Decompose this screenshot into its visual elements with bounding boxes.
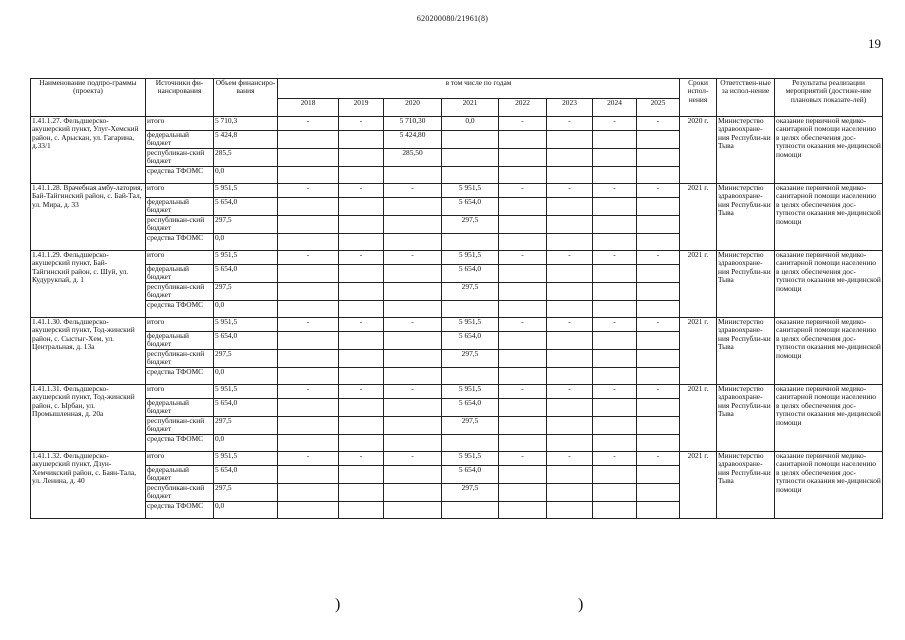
year-value-cell [339,417,384,435]
year-value-cell: - [499,117,547,131]
document-number: 620200080/21961(8) [416,14,489,23]
year-value-cell [499,283,547,301]
year-value-cell [547,399,593,417]
year-value-cell: - [339,117,384,131]
year-value-cell [547,149,593,167]
year-value-cell [442,368,499,385]
year-value-cell [637,332,680,350]
year-value-cell [637,283,680,301]
year-value-cell [593,149,637,167]
year-value-cell [593,435,637,452]
year-value-cell [384,502,442,519]
volume-cell: 0,0 [214,234,278,251]
year-value-cell [499,265,547,283]
year-value-cell: - [499,184,547,198]
year-value-cell: - [593,318,637,332]
year-value-cell: - [384,385,442,399]
header-year: 2020 [384,99,442,117]
volume-cell: 5 654,0 [214,198,278,216]
header-deadline: Сроки испол-нения [680,79,717,117]
year-value-cell [384,301,442,318]
footer-mark-right: ) [578,596,584,613]
year-value-cell [593,466,637,484]
header-year: 2025 [637,99,680,117]
year-value-cell [339,301,384,318]
year-value-cell [278,484,339,502]
year-value-cell [593,332,637,350]
item-name: 1.41.1.31. Фельдшерско-акушерский пункт, Тод-жинский район, с. Ырбан, ул. Промышленная, д. 20а [31,385,146,452]
year-value-cell [637,368,680,385]
table-row [31,318,883,332]
year-value-cell: 5 951,5 [442,385,499,399]
volume-cell: 5 654,0 [214,399,278,417]
year-value-cell: - [384,318,442,332]
year-value-cell [442,131,499,149]
volume-cell: 297,5 [214,216,278,234]
year-value-cell [278,466,339,484]
year-value-cell [339,350,384,368]
result-cell: оказание первичной медико-санитарной помощи населению в целях обеспечения дос-тупности оказания ме-дицинской помощи [775,117,883,184]
source-cell: итого [146,117,214,131]
source-cell: средства ТФОМС [146,435,214,452]
year-value-cell: - [547,184,593,198]
volume-cell: 0,0 [214,301,278,318]
year-value-cell [442,435,499,452]
header-years-group: в том числе по годам [278,79,680,99]
page-number: 19 [868,36,881,51]
year-value-cell [384,234,442,251]
year-value-cell [637,484,680,502]
year-value-cell [384,399,442,417]
year-value-cell [278,283,339,301]
year-value-cell [499,167,547,184]
year-value-cell: - [278,318,339,332]
volume-cell: 5 951,5 [214,385,278,399]
volume-cell: 5 424,8 [214,131,278,149]
source-cell: федеральный бюджет [146,131,214,149]
year-value-cell: - [547,117,593,131]
year-value-cell: - [547,318,593,332]
source-cell: республикан-ский бюджет [146,283,214,301]
header-result: Результаты реализации мероприятий (достиже-ние плановых показате-лей) [775,79,883,117]
year-value-cell: - [637,184,680,198]
year-value-cell: - [547,452,593,466]
year-value-cell [339,484,384,502]
result-cell: оказание первичной медико-санитарной помощи населению в целях обеспечения дос-тупности оказания ме-дицинской помощи [775,452,883,519]
deadline-cell: 2021 г. [680,318,717,385]
year-value-cell [339,368,384,385]
deadline-cell: 2020 г. [680,117,717,184]
year-value-cell: 5 951,5 [442,251,499,265]
year-value-cell [278,435,339,452]
year-value-cell: - [637,452,680,466]
year-value-cell [384,167,442,184]
deadline-cell: 2021 г. [680,452,717,519]
year-value-cell [593,502,637,519]
table-row [31,117,883,131]
year-value-cell [593,167,637,184]
year-value-cell: 5 710,30 [384,117,442,131]
source-cell: федеральный бюджет [146,466,214,484]
year-value-cell [442,167,499,184]
year-value-cell: - [499,251,547,265]
volume-cell: 297,5 [214,484,278,502]
year-value-cell [593,368,637,385]
source-cell: итого [146,385,214,399]
year-value-cell [637,131,680,149]
year-value-cell [547,350,593,368]
volume-cell: 297,5 [214,350,278,368]
year-value-cell [637,149,680,167]
volume-cell: 285,5 [214,149,278,167]
year-value-cell [278,149,339,167]
source-cell: федеральный бюджет [146,399,214,417]
year-value-cell [499,435,547,452]
year-value-cell [278,502,339,519]
year-value-cell [384,466,442,484]
year-value-cell [637,417,680,435]
header-year: 2019 [339,99,384,117]
volume-cell: 297,5 [214,283,278,301]
year-value-cell [339,167,384,184]
year-value-cell [339,502,384,519]
volume-cell: 297,5 [214,417,278,435]
volume-cell: 5 951,5 [214,452,278,466]
year-value-cell [499,332,547,350]
year-value-cell [547,466,593,484]
year-value-cell [637,502,680,519]
volume-cell: 5 654,0 [214,332,278,350]
item-name: 1.41.1.29. Фельдшерско-акушерский пункт, Бай-Тайгинский район, с. Шуй, ул. Кудурукпай, д. 1 [31,251,146,318]
year-value-cell [442,149,499,167]
year-value-cell: - [499,318,547,332]
table-row [31,385,883,399]
source-cell: средства ТФОМС [146,368,214,385]
year-value-cell: - [499,452,547,466]
deadline-cell: 2021 г. [680,184,717,251]
source-cell: федеральный бюджет [146,332,214,350]
year-value-cell [547,283,593,301]
source-cell: федеральный бюджет [146,198,214,216]
volume-cell: 5 654,0 [214,466,278,484]
year-value-cell: - [278,251,339,265]
volume-cell: 0,0 [214,502,278,519]
year-value-cell: 297,5 [442,417,499,435]
source-cell: средства ТФОМС [146,502,214,519]
year-value-cell [547,301,593,318]
year-value-cell [384,350,442,368]
year-value-cell: 5 424,80 [384,131,442,149]
year-value-cell: - [499,385,547,399]
year-value-cell [637,435,680,452]
year-value-cell: - [278,452,339,466]
header-volume: Объем финансиро-вания [214,79,278,117]
year-value-cell: 5 654,0 [442,198,499,216]
year-value-cell [339,216,384,234]
header-year: 2018 [278,99,339,117]
year-value-cell [547,417,593,435]
header-responsible: Ответствен-ные за испол-нение [717,79,775,117]
year-value-cell [593,417,637,435]
volume-cell: 0,0 [214,368,278,385]
year-value-cell [547,216,593,234]
year-value-cell: - [278,184,339,198]
table-row [31,184,883,198]
year-value-cell: - [547,385,593,399]
year-value-cell: - [278,117,339,131]
responsible-cell: Министерство здравоохране-ния Республи-ки Тыва [717,251,775,318]
volume-cell: 5 951,5 [214,251,278,265]
responsible-cell: Министерство здравоохране-ния Республи-ки Тыва [717,117,775,184]
year-value-cell [339,435,384,452]
year-value-cell [278,198,339,216]
year-value-cell: 297,5 [442,216,499,234]
header-year: 2024 [593,99,637,117]
year-value-cell [278,417,339,435]
year-value-cell [547,332,593,350]
year-value-cell [384,283,442,301]
year-value-cell: 5 951,5 [442,318,499,332]
volume-cell: 5 951,5 [214,318,278,332]
source-cell: республикан-ский бюджет [146,149,214,167]
year-value-cell [499,149,547,167]
source-cell: итого [146,184,214,198]
year-value-cell [278,301,339,318]
item-name: 1.41.1.32. Фельдшерско-акушерский пункт, Дзун-Хемчикский район, с. Баян-Тала, ул. Ленина, д. 40 [31,452,146,519]
year-value-cell [499,484,547,502]
year-value-cell: - [339,318,384,332]
source-cell: республикан-ский бюджет [146,216,214,234]
table-row [31,452,883,466]
year-value-cell [499,350,547,368]
year-value-cell: - [384,184,442,198]
year-value-cell: - [637,318,680,332]
year-value-cell [593,131,637,149]
year-value-cell [593,283,637,301]
year-value-cell: - [637,117,680,131]
year-value-cell [547,131,593,149]
year-value-cell [278,332,339,350]
year-value-cell: - [339,385,384,399]
year-value-cell [442,301,499,318]
year-value-cell [637,265,680,283]
year-value-cell: 297,5 [442,350,499,368]
year-value-cell [278,368,339,385]
source-cell: федеральный бюджет [146,265,214,283]
year-value-cell [499,301,547,318]
responsible-cell: Министерство здравоохране-ния Республи-ки Тыва [717,452,775,519]
year-value-cell: 297,5 [442,283,499,301]
year-value-cell: - [593,117,637,131]
year-value-cell: - [637,385,680,399]
item-name: 1.41.1.28. Врачебная амбу-латория, Бай-Тайгинский район, с. Бай-Тал, ул. Мира, д. 33 [31,184,146,251]
year-value-cell: 5 654,0 [442,265,499,283]
year-value-cell [637,234,680,251]
result-cell: оказание первичной медико-санитарной помощи населению в целях обеспечения дос-тупности оказания ме-дицинской помощи [775,385,883,452]
year-value-cell [339,466,384,484]
source-cell: средства ТФОМС [146,167,214,184]
year-value-cell [637,350,680,368]
volume-cell: 5 710,3 [214,117,278,131]
year-value-cell [339,234,384,251]
deadline-cell: 2021 г. [680,251,717,318]
year-value-cell [499,466,547,484]
year-value-cell: 5 654,0 [442,466,499,484]
year-value-cell [339,198,384,216]
item-name: 1.41.1.27. Фельдшерско-акушерский пункт, Улуг-Хемский район, с. Арыскан, ул. Гагарина, д.33/1 [31,117,146,184]
header-year: 2022 [499,99,547,117]
deadline-cell: 2021 г. [680,385,717,452]
year-value-cell [339,283,384,301]
year-value-cell [593,216,637,234]
header-year: 2023 [547,99,593,117]
year-value-cell [499,234,547,251]
year-value-cell: - [339,452,384,466]
year-value-cell [637,216,680,234]
year-value-cell [278,131,339,149]
year-value-cell [384,216,442,234]
year-value-cell [637,399,680,417]
year-value-cell [593,350,637,368]
year-value-cell [384,368,442,385]
volume-cell: 0,0 [214,435,278,452]
year-value-cell [384,484,442,502]
year-value-cell: - [593,385,637,399]
year-value-cell: - [339,184,384,198]
header-source: Источники фи-нансирования [146,79,214,117]
year-value-cell [339,332,384,350]
result-cell: оказание первичной медико-санитарной помощи населению в целях обеспечения дос-тупности оказания ме-дицинской помощи [775,251,883,318]
item-name: 1.41.1.30. Фельдшерско-акушерский пункт, Тод-жинский район, с. Сыстыг-Хем, ул. Центральная, д. 13а [31,318,146,385]
year-value-cell [547,198,593,216]
year-value-cell: 297,5 [442,484,499,502]
source-cell: итого [146,452,214,466]
year-value-cell [384,435,442,452]
year-value-cell: 5 951,5 [442,452,499,466]
year-value-cell: - [384,251,442,265]
year-value-cell [547,265,593,283]
year-value-cell [339,131,384,149]
year-value-cell [442,502,499,519]
source-cell: республикан-ский бюджет [146,417,214,435]
year-value-cell: - [547,251,593,265]
year-value-cell [442,234,499,251]
year-value-cell [593,484,637,502]
year-value-cell [593,198,637,216]
financing-table [30,78,883,519]
year-value-cell [278,234,339,251]
year-value-cell [547,167,593,184]
year-value-cell: 5 951,5 [442,184,499,198]
year-value-cell: - [339,251,384,265]
year-value-cell: - [593,251,637,265]
year-value-cell [593,301,637,318]
year-value-cell [384,332,442,350]
year-value-cell [637,301,680,318]
responsible-cell: Министерство здравоохране-ния Республи-ки Тыва [717,385,775,452]
year-value-cell [637,167,680,184]
header-name: Наименование подпро-граммы (проекта) [31,79,146,117]
header-year: 2021 [442,99,499,117]
year-value-cell [593,234,637,251]
year-value-cell [637,198,680,216]
volume-cell: 5 951,5 [214,184,278,198]
volume-cell: 5 654,0 [214,265,278,283]
year-value-cell [339,399,384,417]
year-value-cell: 5 654,0 [442,332,499,350]
responsible-cell: Министерство здравоохране-ния Республи-ки Тыва [717,318,775,385]
year-value-cell: - [278,385,339,399]
year-value-cell: 5 654,0 [442,399,499,417]
table-row [31,251,883,265]
year-value-cell [593,265,637,283]
source-cell: республикан-ский бюджет [146,350,214,368]
year-value-cell: - [593,452,637,466]
year-value-cell: - [384,452,442,466]
source-cell: итого [146,318,214,332]
result-cell: оказание первичной медико-санитарной помощи населению в целях обеспечения дос-тупности оказания ме-дицинской помощи [775,184,883,251]
year-value-cell [499,131,547,149]
year-value-cell [547,234,593,251]
year-value-cell: - [637,251,680,265]
footer-mark-left: ) [335,596,341,613]
responsible-cell: Министерство здравоохране-ния Республи-ки Тыва [717,184,775,251]
year-value-cell [278,265,339,283]
year-value-cell [384,417,442,435]
year-value-cell [499,198,547,216]
year-value-cell [499,502,547,519]
year-value-cell [278,167,339,184]
year-value-cell [637,466,680,484]
year-value-cell [547,435,593,452]
year-value-cell: 0,0 [442,117,499,131]
year-value-cell [547,502,593,519]
year-value-cell [547,368,593,385]
source-cell: республикан-ский бюджет [146,484,214,502]
year-value-cell [278,350,339,368]
source-cell: средства ТФОМС [146,234,214,251]
source-cell: средства ТФОМС [146,301,214,318]
year-value-cell [384,198,442,216]
volume-cell: 0,0 [214,167,278,184]
result-cell: оказание первичной медико-санитарной помощи населению в целях обеспечения дос-тупности оказания ме-дицинской помощи [775,318,883,385]
year-value-cell [384,265,442,283]
year-value-cell [339,265,384,283]
year-value-cell [499,216,547,234]
year-value-cell: - [593,184,637,198]
year-value-cell [593,399,637,417]
year-value-cell [278,216,339,234]
year-value-cell [547,484,593,502]
year-value-cell [499,417,547,435]
source-cell: итого [146,251,214,265]
year-value-cell [499,399,547,417]
year-value-cell [278,399,339,417]
year-value-cell: 285,50 [384,149,442,167]
year-value-cell [339,149,384,167]
year-value-cell [499,368,547,385]
